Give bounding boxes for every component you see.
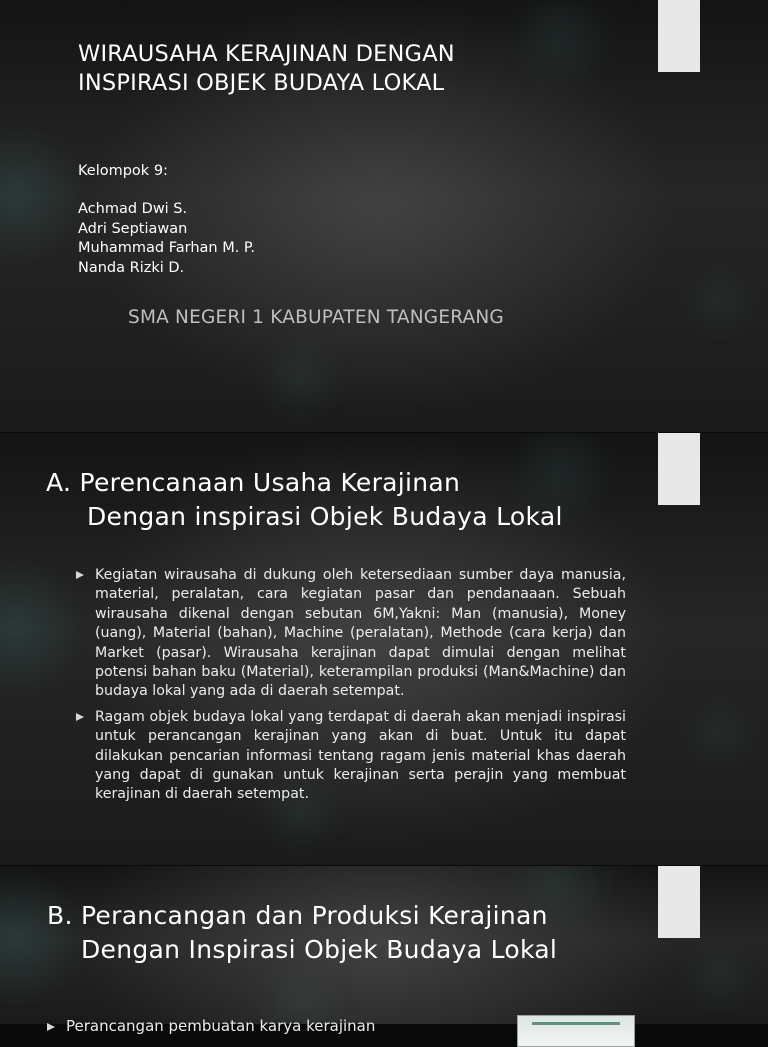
bullet-text: Kegiatan wirausaha di dukung oleh ketersediaan sumber daya manusia, material, peralatan, cara kegiatan pasar dan pendanaaan. Sebuah wirausaha dikenal dengan sebutan 6M,Yakni: Man (manusia), Money (uang), Material (bahan), Machine (peralatan), Methode (cara kerja) dan Market (pasar). Wirausaha kerajinan dapat dimulai dengan melihat potensi bahan baku (Material), keterampilan produksi (Man&Machine) dan budaya lokal yang ada di daerah setempat. bbox=[95, 567, 626, 700]
slide-image-thumbnail[interactable] bbox=[517, 1015, 635, 1047]
section-a-slide bbox=[0, 433, 768, 865]
triangle-bullet-icon bbox=[76, 571, 84, 579]
section-a-title bbox=[46, 466, 563, 534]
member-list bbox=[78, 200, 255, 278]
list-item bbox=[76, 708, 626, 805]
bookmark-tab[interactable] bbox=[658, 0, 700, 72]
section-a-title-line1: A. Perencanaan Usaha Kerajinan bbox=[46, 468, 461, 497]
section-b-slide bbox=[0, 866, 768, 1035]
group-label: Kelompok 9: bbox=[78, 163, 168, 179]
bullet-text: Ragam objek budaya lokal yang terdapat di daerah akan menjadi inspirasi untuk perancangan kerajinan yang akan di buat. Untuk itu dapat dilakukan pencarian informasi tentang ragam jenis material khas daerah yang dapat di gunakan untuk kerajinan serta perajin yang membuat kerajinan di daerah setempat. bbox=[95, 708, 626, 803]
member-name: Adri Septiawan bbox=[78, 220, 188, 237]
presentation-title: WIRAUSAHA KERAJINAN DENGAN INSPIRASI OBJEK BUDAYA LOKAL bbox=[78, 41, 455, 96]
school-name: SMA NEGERI 1 KABUPATEN TANGERANG bbox=[128, 307, 504, 328]
bullet-text: Perancangan pembuatan karya kerajinan bbox=[66, 1017, 376, 1035]
list-item bbox=[76, 566, 626, 702]
section-b-title bbox=[47, 899, 557, 967]
member-name: Nanda Rizki D. bbox=[78, 259, 185, 276]
member-name: Muhammad Farhan M. P. bbox=[78, 240, 256, 256]
list-item bbox=[47, 1015, 375, 1037]
bookmark-tab[interactable] bbox=[658, 866, 700, 938]
section-b-title-line2: Dengan Inspirasi Objek Budaya Lokal bbox=[81, 935, 558, 964]
bookmark-tab[interactable] bbox=[658, 433, 700, 505]
triangle-bullet-icon bbox=[47, 1023, 55, 1031]
section-b-title-line1: B. Perancangan dan Produksi Kerajinan bbox=[47, 901, 548, 930]
section-a-bullet-list bbox=[76, 566, 626, 811]
triangle-bullet-icon bbox=[76, 713, 84, 721]
section-b-bullet-list bbox=[47, 1015, 375, 1043]
member-name: Achmad Dwi S. bbox=[78, 201, 188, 217]
title-slide bbox=[0, 0, 768, 432]
section-a-title-line2: Dengan inspirasi Objek Budaya Lokal bbox=[87, 502, 563, 531]
